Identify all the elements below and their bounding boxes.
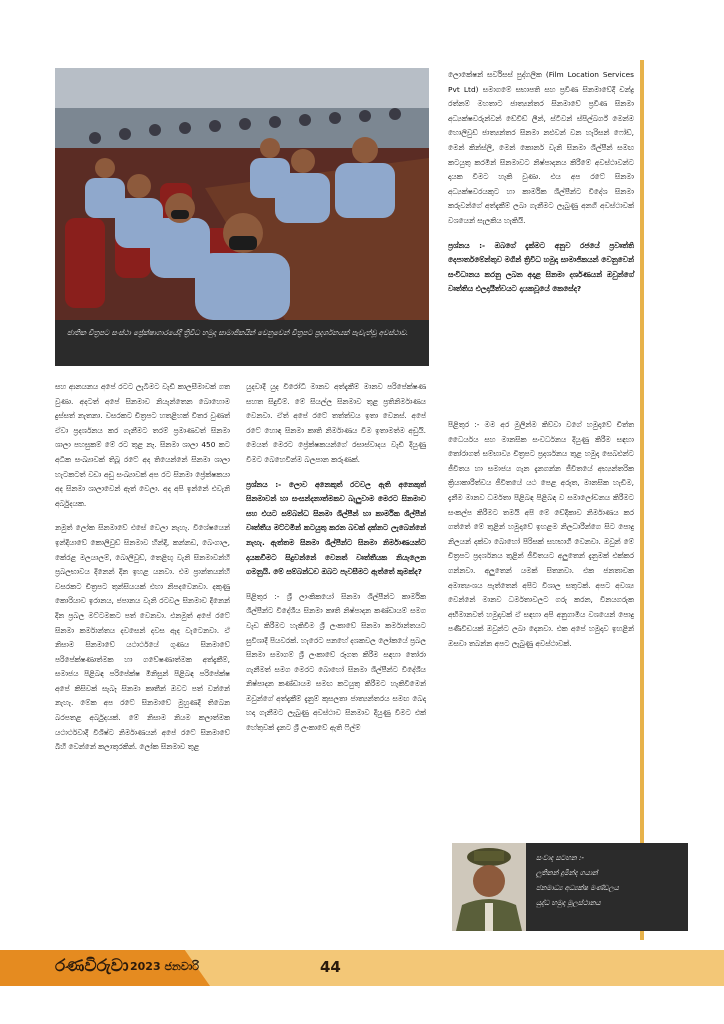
issue-date: 2023 ජනවාරි [130, 960, 199, 973]
interview-answer: පිළිතුර :- ශ්‍රී ලාංකිකයෝ සිනමා ශිල්පීන්ට කාර්මික ශිල්පීන්ට විදේශීය සිනමා කෘති නිෂ්පාදන කණ්ඩායම් සමග වැඩ කිරීමට හැකිවීම ශ්‍රී ලංකාවේ සිනමා කර්මාන්තයට සුවිශාදී පියවරක්. හැරෙට පනහේ දශකවල ලෝකයේ ප්‍රබල සිනමා සමාගම් ශ්‍රී ලංකාවේ රූගත කිරීම සඳහා තෝරා ගැනීමත් සමග මෙරට බොහෝ සිනමා ශිල්පීන්ට විදේශීය නිෂ්පාදන කණ්ඩායම සමඟ කටයුතු කිරීමට හැකිවීමෙන් ඔවුන්ගේ අත්දැකීම් දැනුම් කුසලතා ජාත්‍යන්තරය සමඟ බෙදා හදා ගැනීමට ලැබුණු අවස්ථාව සිනමාව දියුණු වීමට එක් හේතුවක් දැනට ශ්‍රී ලංකාවේ ඇති ෆිල්ම් [246, 591, 426, 733]
page-number: 44 [320, 958, 341, 976]
body-paragraph: යුදවාදී යුද විරෝධී මානව අත්දැකීම් මානව පරිපේක්ෂණ සහත සිදුවීම්. මේ සියල්ල සිනමාව තුළ ප්‍රතිනිර්මාණය වෙනවා. ඒත් අපේ රටේ තත්ත්වය ඉතා වෙනස්. අපේ රටේ හොඳ සිනමා කෘති නිර්මාණය වීම ඉතාමත්ම අඩුයි. මෙයත් මෙරට ප්‍රේක්ෂකයන්ගේ රසාස්වාදය වැඩි දියුණු වීමට බෙහෙවින්ම බලපාන කරුණක්. [246, 382, 426, 464]
feature-photo [55, 68, 429, 320]
interviewer-department: ජනමාධ්‍ය අධ්‍යක්ෂ මණ්ඩලය [536, 884, 619, 892]
page-footer [0, 950, 724, 986]
body-paragraph: ලොකේෂන් සර්විසස් පුද්ගලික (Film Location Services Pvt Ltd) සමාගමේ සභාපති සහ ප්‍රවීණ සිනමාවේදී චන්ද්‍ර රත්නම් මහතාට ජාත්‍යන්තර සිනමාවේ ප්‍රවීණ සිනමා අධ්‍යක්ෂවරුන්වන් ඩේවිඩ් ලීන්, ස්ටීවන් ස්පිල්බර්ග් මෙන්ම හොලිවුඩ් ජාත්‍යන්තර සිනමා නළුවන් වන හැරිසන් ෆෝඩ්, මෙන් කින්ස්ලි, මෙන් කොනර් වැනි සිනමා ශිල්පීන් සමඟ කටයුතු කරමින් සිනමාවට නිෂ්පාදනය කිරීමේ අවස්ථාවන්ට දායක වීමට හැකි වුණා. එය අප රටේ සිනමා අධ්‍යක්ෂවරයකුට හා කාර්මික ශිල්පීන්ට විදේශ සිනමා කරුවන්ගේ අත්දැකීම් ලබා ගැනීමට ලැබුණු අනගි අවස්ථාවක් වශයෙන් සැලකිය හැකියි. [448, 70, 634, 225]
body-paragraph: නමුත් ලෝක සිනමාවේ එසේ වෙලා නැහැ. විශේෂයෙන් ඉන්දියාවේ කොලිවුඩ් සිනමාව හින්දි, කන්නඩ, බෙංගාල, කේරළ මලයාලම්, බොලිවුඩ්, තෙළිඟු වැනි සිනමාවන්හි ප්‍රබලභාවය දිනෙන් දින ඉහළ යනවා. එම ප්‍රාන්තයන්හි වසරකට චිත්‍රපට තුන්සියයක් එහා නිපදවෙනවා. දකුණු කොරියාව ඉරානය, ජපානය වැනි රටවල සිනමාව දිනෙන් දින ප්‍රබල මට්ටමකට පත් වෙනවා. එනමුත් අපේ රටේ සිනමා කර්මාන්තය දවසෙන් දවස ඇද වැටෙනවා. ඒ නිසාම සිනමාවේ යථාර්ථයේ ගුණය සිනමාවේ පරිපේක්ෂණාත්මක හා ගවේෂණාත්මක අත්දැකීම්, සමාජය පිළිබඳ පරිපේක්ෂ මිනිසුන් පිළිබඳ පරිපේක්ෂ අපේ කිසිවක් සැබෑ සිනමා කෘතීන් ඔවට පත් වන්නේ නැහැ. මේක අප රටේ සිනමාවේ මුහුණදී තිබෙන බරපතළ අර්බුදයක්. මේ නිසාම නියම කලාත්මක යථාර්ථවාදී විශිෂ්ට නිර්මාණයන් අපේ රටේ සිනමාවේ බිහි වෙන්නේ කලාතුරකින්. ලෝක සිනමාව තුළ [55, 523, 230, 752]
officer-portrait-icon [452, 843, 526, 931]
magazine-logo: රණවිරුවා [55, 956, 129, 976]
avatar [452, 843, 526, 931]
side-accent-rule [640, 60, 644, 940]
interviewer-unit: යුද්ධ හමුදා මූලස්ථානය [536, 899, 601, 907]
photo-caption: ජාතික චිත්‍රපට සංස්ථා ප්‍රේක්ෂාගාරයේදී ත්‍රිවිධ හමුදා සාමාජිකයින් වෙනුවෙන් චිත්‍රපට ප්‍රදර්ශනයක් පැවැත්වූ අවස්ථාව. [55, 320, 429, 366]
body-paragraph: සහ ආනයනය අපේ රටට ලැබීමට වැඩි කාලසීමාවක් ගත වුණා. අදටත් අපේ සිනමාව නියැන්තෙන බොහොම දුස්සත් නැතනා. වසරකට චිත්‍රපට හතළිහක් විතර වුණත් ඒවා ප්‍රදර්ශනය කර ගැනීමට තරම් ප්‍රමාණවත් සිනමා ශාලා පහසුකම් මේ රට තුළ නෑ. සිනමා ශාලා 450 කට අධික සංඛ්‍යාවක් තිබූ රටේ අද තියෙන්නේ සිනමා ශාලා හැටකටත් වඩා අඩු සංඛ්‍යාවක් අප රට සිනමා ප්‍රේක්ෂකයා අද සිනමා ශාලාවෙන් ඈත් වෙලා. අද අපි ඉන්නේ එවැනි අර්බුදයක. [55, 382, 230, 508]
right-column-bottom [448, 418, 634, 662]
interview-question: ප්‍රශ්නය :- ලොව අනෙකුත් රටවල ඇති අනෙකුත් සිනමාවන් හා සංසන්දනාත්මකව බැලුවාම මෙරට සිනමාව සහ එයට සම්බන්ධ සිනමා ශිල්පීන් හා කාර්මික ශිල්පීන් වෘත්තීය මට්ටමින් කටයුතු කරන බවක් දක්නට ලැබෙන්නේ නැහැ. ඇත්තම සිනමා ශිල්පීන්ට සිනමා නිර්මාණයන්ට දායකවීමට සිදුවන්නේ වෙනත් වෘත්තීයක නියැලෙන ගමනුයි. මේ සම්බන්ධව ඔබට පැවසීමට ඇත්තේ කුමක්ද? [246, 479, 426, 577]
interview-answer: පිළිතුර :- මම අර මුලින්ම කිව්වා වගේ හමුදාවේ චිත්ත ධෛර්යය සහ මානසික සංවර්ධනය දියුණු කිරීම සඳහා තෝරාගත් සම්භාව්‍ය චිත්‍රපට ප්‍රදර්ශනය තුළ හමුදා සෙබළුන්ට ජීවිතය හා සමාජය ගැන දැනගන්න ජීවිතයේ අභ්‍යන්තරික ක්‍රියාකාරීත්වය ජීවිතයේ යථ පෙළ අරුත, මානසික හැඩීම, දැනීම මානව ධර්මතා පිළිබඳ පිළිබඳ ව සමාලෝචනය කිරීමට සංකල්ප කිරීමට තමයි අපි මේ චේදිකාව නිර්මාණය කර ගත්තේ මේ තුළින් හමුදාවේ ඉහළම නිලධාරීන්ගෙ සිට පොදු නිලයන් දක්වා බොහෝ පිරිසක් සහභාගී වෙනවා. ඔවුන් මේ චිත්‍රපට ප්‍රදර්ශනය තුළින් ජීවිතයට අලුතෙන් දැනුමක් එක්කර ගන්නවා. අලුතෙන් යමක් සිතනවා. එක ජනතාවක අමාත්‍යංශය පැත්තෙන් අපිට විශාල සතුටක්. අපට අවශ්‍ය වෙන්නේ මානව ධර්මතාවලට ගරු කරන, විනයගරුක අභිමානවත් හමුදාවක් ඒ සඳහා අපි අනුගාමිය වශයෙන් පොදු පණිවිඩයක් ඔවුන්ට ලබා දෙනවා. එක අපේ හමුදාව ඉහළින් ඔසවා තබන්න අපට ලැබුණු අවස්ථාවක්. [448, 420, 634, 648]
interviewer-meta [526, 843, 688, 931]
interview-question: ප්‍රශ්නය :- ඔබගේ දැක්මට අනුව රජයේ ප්‍රවෘත්ති දෙපාර්තමේන්තුව මගින් ත්‍රිවිධ හමුදා සාමාජිකයන් වෙනුවෙන් සංවිධානය කරනු ලබන අදාළ සිනමා දර්ශණයන් ඔවුන්ගේ වෘත්තිය එලදායීත්වයට දායකවූයේ කෙසේද? [448, 240, 634, 294]
interviewer-name: ලුතිනන් දුමින්ද ගයාන් [536, 869, 598, 877]
interviewer-card [452, 843, 688, 931]
left-column [55, 380, 230, 765]
audience-illustration [55, 68, 429, 320]
right-column-top [448, 68, 634, 307]
interview-label: සංවාද සටහන :- [536, 854, 584, 862]
middle-column [246, 380, 426, 746]
